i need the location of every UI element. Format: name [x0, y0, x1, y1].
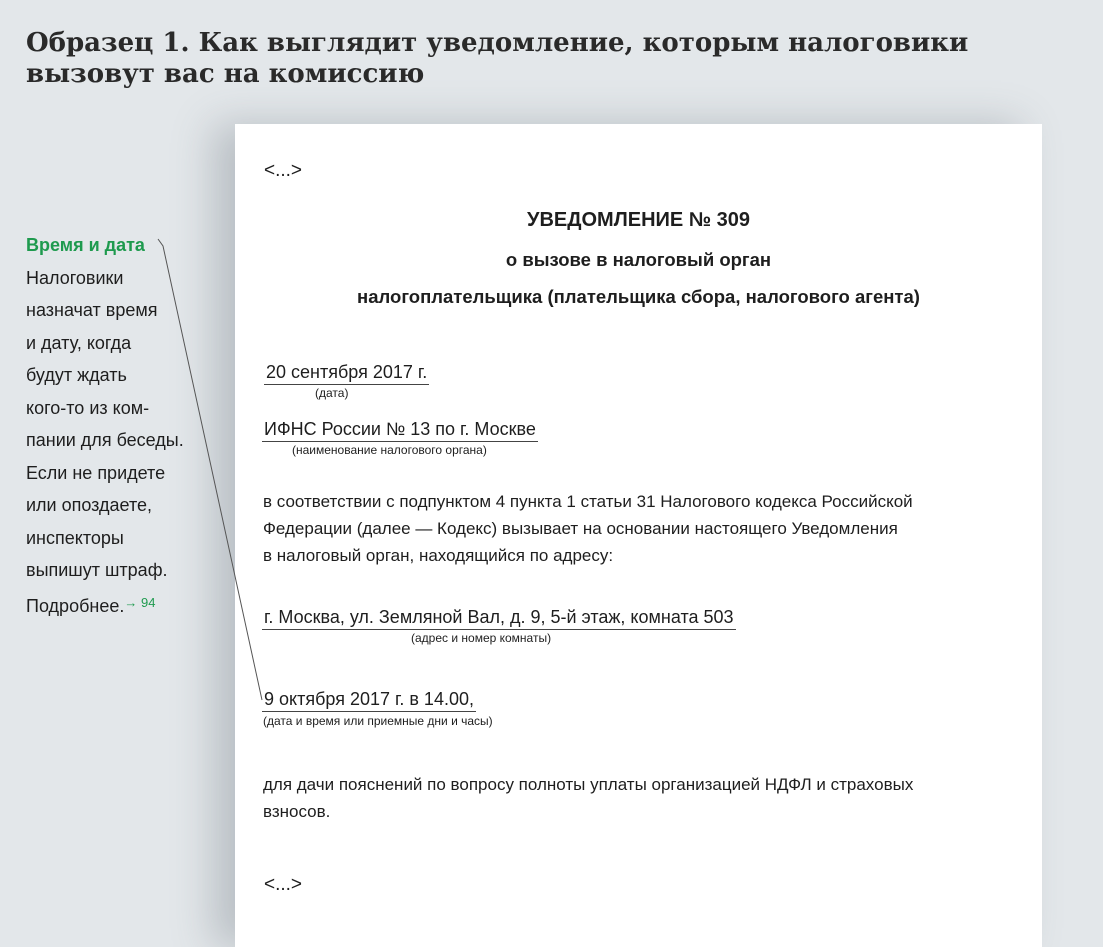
heading-line-1: Образец 1. Как выглядит уведомление, которым налоговики [26, 28, 969, 58]
sidebar-line: инспекторы [26, 527, 124, 548]
sidebar-line: будут ждать [26, 365, 127, 385]
sidebar-line: выпишут штраф. [26, 560, 168, 580]
body-line-3: в налоговый орган, находящийся по адресу: [263, 546, 614, 565]
ellipsis-bottom: <...> [264, 874, 303, 895]
datetime-caption: (дата и время или приемные дни и часы) [263, 714, 493, 728]
date-caption: (дата) [315, 386, 349, 400]
purpose-line-1: для дачи пояснений по вопросу полноты уплаты организацией НДФЛ и страховых [263, 775, 914, 794]
sidebar-line: Налоговики [26, 267, 124, 288]
page-reference-link[interactable]: → 94 [124, 594, 156, 610]
address-field: г. Москва, ул. Земляной Вал, д. 9, 5-й этаж, комната 503 [262, 605, 736, 630]
notice-subtitle-1: о вызове в налоговый орган [505, 249, 772, 270]
sidebar-line: Если не придете [26, 462, 166, 483]
sidebar-line: назначат время [26, 300, 158, 320]
notice-title: УВЕДОМЛЕНИЕ № 309 [527, 209, 750, 231]
date-field: 20 сентября 2017 г. [264, 360, 429, 385]
tax-office-caption: (наименование налогового органа) [292, 443, 487, 457]
sidebar-note [26, 229, 216, 622]
datetime-field: 9 октября 2017 г. в 14.00, [262, 687, 476, 712]
sidebar-last-line [26, 587, 216, 623]
sidebar-line: пании для беседы. [26, 430, 184, 450]
sidebar-line: кого-то из ком- [26, 397, 150, 418]
ellipsis-top: <...> [264, 160, 303, 181]
sidebar-title: Время и дата [26, 235, 145, 255]
address-caption: (адрес и номер комнаты) [411, 631, 552, 645]
purpose-line-2: взносов. [263, 802, 331, 821]
tax-office-field: ИФНС России № 13 по г. Москве [262, 417, 538, 442]
sidebar-line: и дату, когда [26, 332, 132, 353]
heading-line-2: вызовут вас на комиссию [26, 59, 425, 89]
body-line-1: в соответствии с подпунктом 4 пункта 1 статьи 31 Налогового кодекса Российской [263, 492, 913, 511]
sidebar-more-text: Подробнее. [26, 595, 125, 616]
sidebar-line: или опоздаете, [26, 495, 153, 515]
notice-subtitle-2: налогоплательщика (плательщика сбора, налогового агента) [357, 286, 920, 307]
body-line-2: Федерации (далее — Кодекс) вызывает на основании настоящего Уведомления [263, 519, 898, 538]
